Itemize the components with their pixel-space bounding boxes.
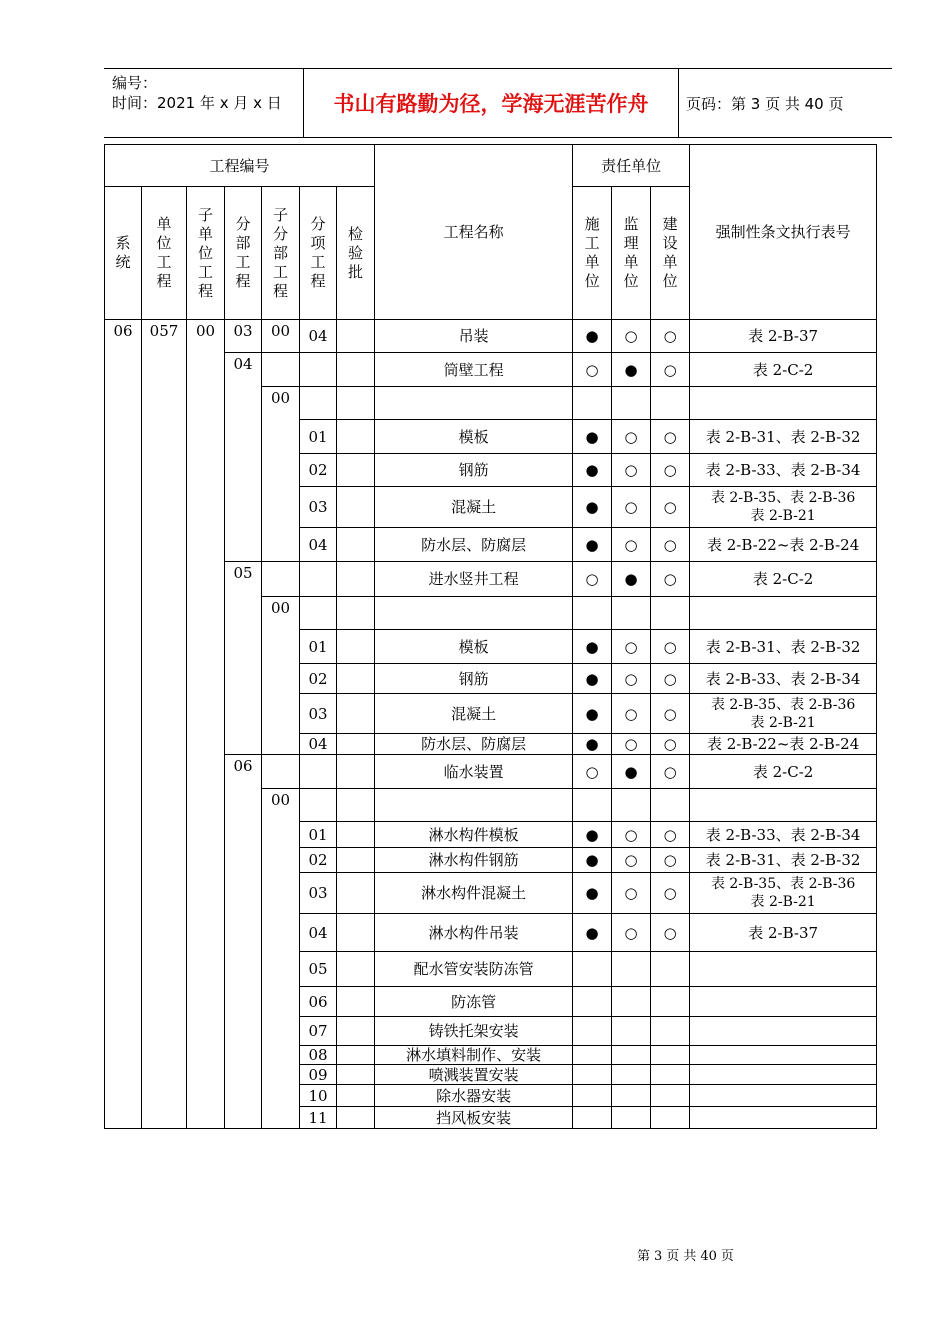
cell-batch xyxy=(337,562,375,597)
cell-construct: ○ xyxy=(573,562,612,597)
form-line: 表 2-B-35、表 2-B-36 xyxy=(710,876,856,892)
project-table xyxy=(104,144,877,1129)
cell-item: 06 xyxy=(300,987,337,1017)
cell-name: 模板 xyxy=(375,420,573,454)
cell-supervise: ○ xyxy=(612,487,651,528)
cell-supervise: ○ xyxy=(612,320,651,353)
cell-form xyxy=(690,1017,877,1046)
cell-name: 混凝土 xyxy=(375,694,573,734)
cell-batch xyxy=(337,1046,375,1065)
cell-build: ○ xyxy=(651,873,690,914)
cell-item: 04 xyxy=(300,320,337,353)
form-line: 表 2-B-35、表 2-B-36 xyxy=(710,490,856,506)
cell-construct xyxy=(573,1107,612,1129)
cell-supervise: ● xyxy=(612,562,651,597)
cell-form xyxy=(690,487,877,528)
cell-name: 筒壁工程 xyxy=(375,353,573,387)
cell-name: 喷溅装置安装 xyxy=(375,1065,573,1085)
cell-sub-division xyxy=(262,353,300,387)
cell-form: 表 2-B-37 xyxy=(690,320,877,353)
cell-item xyxy=(300,562,337,597)
cell-construct: ● xyxy=(573,320,612,353)
cell-build: ○ xyxy=(651,630,690,664)
cell-sub-division: 00 xyxy=(262,320,300,353)
cell-construct xyxy=(573,1065,612,1085)
cell-form xyxy=(690,952,877,987)
cell-name: 混凝土 xyxy=(375,487,573,528)
cell-supervise: ○ xyxy=(612,848,651,873)
cell-form: 表 2-C-2 xyxy=(690,755,877,789)
cell-build xyxy=(651,1065,690,1085)
cell-supervise: ○ xyxy=(612,528,651,562)
page-header xyxy=(104,68,892,138)
cell-name: 防水层、防腐层 xyxy=(375,528,573,562)
cell-item: 03 xyxy=(300,487,337,528)
cell-build xyxy=(651,789,690,822)
footer-page-number: 3 xyxy=(654,1249,663,1264)
cell-item: 04 xyxy=(300,528,337,562)
cell-item: 02 xyxy=(300,664,337,694)
cell-sub-division xyxy=(262,755,300,789)
cell-name xyxy=(375,597,573,630)
cell-construct: ○ xyxy=(573,353,612,387)
cell-batch xyxy=(337,789,375,822)
footer-word: 页 xyxy=(666,1249,680,1264)
cell-build xyxy=(651,1017,690,1046)
cell-name: 模板 xyxy=(375,630,573,664)
cell-build xyxy=(651,1107,690,1129)
motto: 书山有路勤为径，学海无涯苦作舟 xyxy=(333,92,649,116)
cell-build xyxy=(651,387,690,420)
cell-batch xyxy=(337,848,375,873)
cell-form xyxy=(690,987,877,1017)
cell-batch xyxy=(337,664,375,694)
cell-supervise xyxy=(612,987,651,1017)
cell-item xyxy=(300,353,337,387)
cell-build: ○ xyxy=(651,755,690,789)
cell-form: 表 2-B-37 xyxy=(690,914,877,952)
cell-item: 03 xyxy=(300,873,337,914)
table-row xyxy=(105,320,877,353)
cell-construct: ● xyxy=(573,454,612,487)
cell-item xyxy=(300,789,337,822)
cell-item xyxy=(300,387,337,420)
cell-construct xyxy=(573,387,612,420)
cell-batch xyxy=(337,1065,375,1085)
cell-build: ○ xyxy=(651,848,690,873)
time-label: 时间：2021 年 x 月 x 日 xyxy=(112,94,282,112)
cell-supervise xyxy=(612,1046,651,1065)
cell-batch xyxy=(337,873,375,914)
cell-batch xyxy=(337,454,375,487)
cell-batch xyxy=(337,694,375,734)
cell-construct: ● xyxy=(573,734,612,755)
cell-construct: ○ xyxy=(573,755,612,789)
header-sub-unit: 子单位工程 xyxy=(187,187,225,320)
cell-name: 淋水构件混凝土 xyxy=(375,873,573,914)
cell-batch xyxy=(337,987,375,1017)
cell-supervise xyxy=(612,1065,651,1085)
cell-construct xyxy=(573,789,612,822)
page-footer xyxy=(637,1245,738,1264)
cell-form xyxy=(690,387,877,420)
cell-supervise xyxy=(612,952,651,987)
cell-division: 04 xyxy=(225,353,262,562)
cell-item xyxy=(300,755,337,789)
cell-sub-division: 00 xyxy=(262,387,300,562)
cell-supervise: ○ xyxy=(612,914,651,952)
cell-form xyxy=(690,1046,877,1065)
cell-build: ○ xyxy=(651,914,690,952)
cell-batch xyxy=(337,914,375,952)
cell-supervise xyxy=(612,597,651,630)
cell-sub-unit: 00 xyxy=(187,320,225,1129)
cell-build xyxy=(651,1085,690,1107)
header-item: 分项工程 xyxy=(300,187,337,320)
cell-item: 04 xyxy=(300,914,337,952)
cell-name: 除水器安装 xyxy=(375,1085,573,1107)
cell-build xyxy=(651,987,690,1017)
header-batch: 检验批 xyxy=(337,187,375,320)
cell-form: 表 2-B-31、表 2-B-32 xyxy=(690,848,877,873)
cell-name: 钢筋 xyxy=(375,664,573,694)
cell-sub-division: 00 xyxy=(262,597,300,755)
header-construct: 施工单位 xyxy=(573,187,612,320)
cell-form: 表 2-B-33、表 2-B-34 xyxy=(690,454,877,487)
cell-construct: ● xyxy=(573,528,612,562)
cell-sub-division xyxy=(262,562,300,597)
cell-name: 淋水构件模板 xyxy=(375,822,573,848)
cell-construct xyxy=(573,597,612,630)
cell-construct xyxy=(573,952,612,987)
cell-supervise xyxy=(612,1017,651,1046)
code-label: 编号： xyxy=(112,74,158,92)
cell-form: 表 2-B-22~表 2-B-24 xyxy=(690,528,877,562)
cell-batch xyxy=(337,387,375,420)
cell-build xyxy=(651,597,690,630)
header-resp: 责任单位 xyxy=(573,145,690,187)
cell-construct: ● xyxy=(573,664,612,694)
cell-item: 08 xyxy=(300,1046,337,1065)
cell-name: 钢筋 xyxy=(375,454,573,487)
cell-construct xyxy=(573,1017,612,1046)
cell-supervise: ○ xyxy=(612,734,651,755)
cell-form xyxy=(690,1107,877,1129)
cell-build: ○ xyxy=(651,822,690,848)
cell-form xyxy=(690,1085,877,1107)
cell-item: 02 xyxy=(300,848,337,873)
cell-build xyxy=(651,1046,690,1065)
cell-form: 表 2-C-2 xyxy=(690,562,877,597)
cell-name: 防水层、防腐层 xyxy=(375,734,573,755)
cell-name: 挡风板安装 xyxy=(375,1107,573,1129)
cell-construct: ● xyxy=(573,487,612,528)
cell-batch xyxy=(337,528,375,562)
cell-form: 表 2-C-2 xyxy=(690,353,877,387)
cell-build: ○ xyxy=(651,320,690,353)
cell-form: 表 2-B-33、表 2-B-34 xyxy=(690,664,877,694)
cell-batch xyxy=(337,952,375,987)
page-label: 页码：第 3 页 共 40 页 xyxy=(686,94,844,113)
cell-supervise: ○ xyxy=(612,873,651,914)
cell-unit: 057 xyxy=(142,320,187,1129)
cell-build: ○ xyxy=(651,664,690,694)
cell-item: 05 xyxy=(300,952,337,987)
cell-name: 进水竖井工程 xyxy=(375,562,573,597)
cell-supervise xyxy=(612,1085,651,1107)
form-line: 表 2-B-21 xyxy=(750,508,816,524)
cell-name: 铸铁托架安装 xyxy=(375,1017,573,1046)
cell-supervise: ○ xyxy=(612,822,651,848)
cell-item: 02 xyxy=(300,454,337,487)
cell-division: 05 xyxy=(225,562,262,755)
header-system: 系统 xyxy=(105,187,142,320)
cell-system: 06 xyxy=(105,320,142,1129)
cell-form: 表 2-B-22~表 2-B-24 xyxy=(690,734,877,755)
cell-item: 07 xyxy=(300,1017,337,1046)
cell-build: ○ xyxy=(651,353,690,387)
cell-build xyxy=(651,952,690,987)
footer-word: 第 xyxy=(637,1249,651,1264)
cell-form: 表 2-B-31、表 2-B-32 xyxy=(690,420,877,454)
cell-batch xyxy=(337,1017,375,1046)
cell-name: 防冻管 xyxy=(375,987,573,1017)
form-line: 表 2-B-21 xyxy=(750,714,816,731)
cell-supervise: ○ xyxy=(612,630,651,664)
cell-supervise: ● xyxy=(612,755,651,789)
cell-construct: ● xyxy=(573,822,612,848)
cell-form xyxy=(690,597,877,630)
cell-batch xyxy=(337,755,375,789)
header-meta xyxy=(112,73,282,113)
header-division: 分部工程 xyxy=(225,187,262,320)
cell-batch xyxy=(337,1107,375,1129)
cell-batch xyxy=(337,1085,375,1107)
cell-form xyxy=(690,789,877,822)
cell-supervise: ○ xyxy=(612,664,651,694)
cell-supervise xyxy=(612,1107,651,1129)
cell-division: 06 xyxy=(225,755,262,1129)
cell-supervise: ○ xyxy=(612,420,651,454)
cell-name: 淋水构件吊装 xyxy=(375,914,573,952)
cell-construct xyxy=(573,1085,612,1107)
cell-construct: ● xyxy=(573,914,612,952)
footer-word: 页 xyxy=(720,1249,734,1264)
cell-construct: ● xyxy=(573,694,612,734)
cell-build: ○ xyxy=(651,454,690,487)
cell-item: 01 xyxy=(300,822,337,848)
cell-construct: ● xyxy=(573,420,612,454)
footer-word: 共 xyxy=(683,1249,697,1264)
header-form: 强制性条文执行表号 xyxy=(690,145,877,320)
cell-batch xyxy=(337,822,375,848)
cell-item: 03 xyxy=(300,694,337,734)
form-line: 表 2-B-35、表 2-B-36 xyxy=(710,696,856,713)
cell-name: 临水装置 xyxy=(375,755,573,789)
cell-form: 表 2-B-33、表 2-B-34 xyxy=(690,822,877,848)
cell-sub-division: 00 xyxy=(262,789,300,1129)
cell-name: 淋水填料制作、安装 xyxy=(375,1046,573,1065)
cell-construct xyxy=(573,987,612,1017)
cell-batch xyxy=(337,597,375,630)
cell-item: 09 xyxy=(300,1065,337,1085)
cell-supervise xyxy=(612,387,651,420)
cell-division: 03 xyxy=(225,320,262,353)
cell-build: ○ xyxy=(651,694,690,734)
cell-construct xyxy=(573,1046,612,1065)
header-sub-division: 子分部工程 xyxy=(262,187,300,320)
cell-construct: ● xyxy=(573,630,612,664)
cell-build: ○ xyxy=(651,562,690,597)
cell-supervise: ○ xyxy=(612,454,651,487)
form-line: 表 2-B-21 xyxy=(750,894,816,910)
footer-total: 40 xyxy=(700,1249,717,1264)
cell-construct: ● xyxy=(573,873,612,914)
cell-form: 表 2-B-31、表 2-B-32 xyxy=(690,630,877,664)
cell-supervise: ○ xyxy=(612,694,651,734)
cell-batch xyxy=(337,420,375,454)
cell-construct: ● xyxy=(573,848,612,873)
cell-supervise: ● xyxy=(612,353,651,387)
cell-name: 吊装 xyxy=(375,320,573,353)
cell-batch xyxy=(337,353,375,387)
cell-item: 04 xyxy=(300,734,337,755)
header-name: 工程名称 xyxy=(375,145,573,320)
cell-batch xyxy=(337,487,375,528)
cell-name: 淋水构件钢筋 xyxy=(375,848,573,873)
cell-item: 11 xyxy=(300,1107,337,1129)
cell-build: ○ xyxy=(651,487,690,528)
cell-batch xyxy=(337,734,375,755)
cell-item xyxy=(300,597,337,630)
cell-item: 10 xyxy=(300,1085,337,1107)
cell-batch xyxy=(337,630,375,664)
cell-name: 配水管安装防冻管 xyxy=(375,952,573,987)
header-supervise: 监理单位 xyxy=(612,187,651,320)
header-divider xyxy=(678,69,679,137)
cell-build: ○ xyxy=(651,734,690,755)
cell-form xyxy=(690,694,877,734)
cell-item: 01 xyxy=(300,630,337,664)
header-project-code: 工程编号 xyxy=(105,145,375,187)
cell-form xyxy=(690,1065,877,1085)
cell-supervise xyxy=(612,789,651,822)
header-build: 建设单位 xyxy=(651,187,690,320)
cell-name xyxy=(375,387,573,420)
cell-build: ○ xyxy=(651,528,690,562)
header-unit: 单位工程 xyxy=(142,187,187,320)
cell-batch xyxy=(337,320,375,353)
cell-name xyxy=(375,789,573,822)
cell-form xyxy=(690,873,877,914)
cell-item: 01 xyxy=(300,420,337,454)
cell-build: ○ xyxy=(651,420,690,454)
